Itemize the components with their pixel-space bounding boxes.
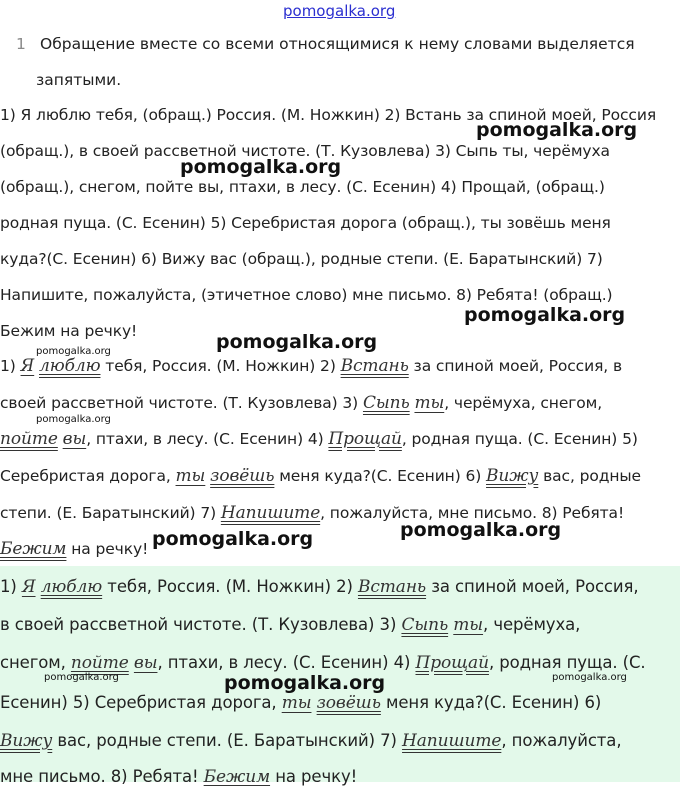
parsed-line bbox=[0, 653, 646, 673]
subject-word: ты bbox=[281, 693, 312, 713]
plain-text: 1) bbox=[0, 357, 21, 375]
parsed-line bbox=[0, 767, 357, 787]
text-line: (обращ.), в своей рассветной чистоте. (Т. Кузовлева) 3) Сыпь ты, черёмуха bbox=[0, 142, 610, 160]
plain-text: тебя, Россия. (М. Ножкин) 2) bbox=[102, 577, 358, 596]
plain-text: на речку! bbox=[66, 540, 149, 558]
parsed-line bbox=[0, 731, 621, 751]
predicate-word: Встань bbox=[357, 577, 427, 597]
predicate-word: пойте bbox=[70, 653, 129, 673]
plain-text: Серебристая дорога, bbox=[0, 467, 176, 485]
text-line: 1) Я люблю тебя, (обращ.) Россия. (М. Ножкин) 2) Встань за спиной моей, Россия bbox=[0, 106, 657, 124]
plain-text: , птахи, в лесу. (С. Есенин) 4) bbox=[157, 653, 416, 672]
predicate-word: люблю bbox=[40, 577, 103, 597]
subject-word: ты bbox=[414, 393, 445, 413]
watermark: pomogalka.org bbox=[464, 304, 626, 326]
parsed-line bbox=[0, 539, 148, 559]
plain-text: , пожалуйста, bbox=[501, 731, 622, 750]
predicate-word: Прощай bbox=[328, 429, 402, 449]
plain-text: меня куда?(С. Есенин) 6) bbox=[380, 693, 602, 712]
predicate-word: Сыпь bbox=[401, 615, 449, 635]
predicate-word: Сыпь bbox=[362, 393, 410, 413]
predicate-word: Прощай bbox=[415, 653, 489, 673]
watermark: pomogalka.org bbox=[400, 519, 562, 541]
predicate-word: Вижу bbox=[0, 731, 53, 751]
text-line: родная пуща. (С. Есенин) 5) Серебристая дорога (обращ.), ты зовёшь меня bbox=[0, 214, 611, 232]
predicate-word: Бежим bbox=[0, 539, 67, 559]
plain-text: за спиной моей, Россия, в bbox=[408, 357, 622, 375]
task-line-1: Обращение вместе со всеми относящимися к нему словами выделяется bbox=[40, 35, 635, 53]
task-number: 1 bbox=[16, 35, 26, 53]
parsed-line bbox=[0, 615, 580, 635]
plain-text: , птахи, в лесу. (С. Есенин) 4) bbox=[86, 430, 329, 448]
plain-text: тебя, Россия. (М. Ножкин) 2) bbox=[100, 357, 341, 375]
watermark: pomogalka.org bbox=[476, 119, 638, 141]
watermark: pomogalka.org bbox=[180, 156, 342, 178]
subject-word: Я bbox=[20, 356, 35, 376]
subject-word: вы bbox=[62, 429, 87, 449]
plain-text: , черёмуха, bbox=[483, 615, 581, 634]
predicate-word: Напишите bbox=[220, 503, 321, 523]
watermark: pomogalka.org bbox=[152, 528, 314, 550]
parsed-line bbox=[0, 693, 601, 713]
predicate-word: зовёшь bbox=[210, 466, 275, 486]
plain-text: , родная пуща. (С. Есенин) 5) bbox=[401, 430, 638, 448]
parsed-line bbox=[0, 393, 602, 413]
predicate-word: Напишите bbox=[402, 731, 502, 751]
plain-text: вас, родные степи. (Е. Баратынский) 7) bbox=[52, 731, 403, 750]
watermark-small: pomogalka.org bbox=[36, 414, 111, 425]
text-line: куда?(С. Есенин) 6) Вижу вас (обращ.), родные степи. (Е. Баратынский) 7) bbox=[0, 250, 603, 268]
plain-text: Есенин) 5) Серебристая дорога, bbox=[0, 693, 282, 712]
watermark-small: pomogalka.org bbox=[36, 346, 111, 357]
plain-text: , пожалуйста, мне письмо. 8) Ребята! bbox=[320, 504, 625, 522]
predicate-word: Встань bbox=[340, 356, 409, 376]
plain-text: снегом, bbox=[0, 653, 71, 672]
predicate-word: пойте bbox=[0, 429, 58, 449]
subject-word: вы bbox=[133, 653, 158, 673]
subject-word: ты bbox=[453, 615, 484, 635]
text-line: Напишите, пожалуйста, (этичетное слово) мне письмо. 8) Ребята! (обращ.) bbox=[0, 286, 613, 304]
plain-text: 1) bbox=[0, 577, 22, 596]
parsed-line bbox=[0, 429, 638, 449]
plain-text: на речку! bbox=[270, 767, 358, 786]
plain-text: в своей рассветной чистоте. (Т. Кузовлева) 3) bbox=[0, 615, 402, 634]
predicate-word: Вижу bbox=[486, 466, 539, 486]
watermark-top[interactable]: pomogalka.org bbox=[283, 2, 396, 20]
plain-text: мне письмо. 8) Ребята! bbox=[0, 767, 204, 786]
predicate-word: зовёшь bbox=[316, 693, 381, 713]
watermark-small: pomogalka.org bbox=[552, 672, 627, 683]
text-line: Бежим на речку! bbox=[0, 322, 138, 340]
parsed-line bbox=[0, 466, 641, 486]
parsed-line bbox=[0, 577, 638, 597]
plain-text: вас, родные bbox=[538, 467, 641, 485]
watermark: pomogalka.org bbox=[224, 672, 386, 694]
watermark-small: pomogalka.org bbox=[44, 672, 119, 683]
subject-word: Я bbox=[21, 577, 36, 597]
plain-text: меня куда?(С. Есенин) 6) bbox=[274, 467, 487, 485]
plain-text: , родная пуща. (С. bbox=[488, 653, 646, 672]
plain-text: степи. (Е. Баратынский) 7) bbox=[0, 504, 221, 522]
predicate-word: Бежим bbox=[203, 767, 271, 787]
plain-text: за спиной моей, Россия, bbox=[426, 577, 639, 596]
text-line: (обращ.), снегом, пойте вы, птахи, в лесу. (С. Есенин) 4) Прощай, (обращ.) bbox=[0, 178, 605, 196]
plain-text: , черёмуха, снегом, bbox=[444, 394, 603, 412]
parsed-line bbox=[0, 356, 622, 376]
predicate-word: люблю bbox=[39, 356, 101, 376]
plain-text: своей рассветной чистоте. (Т. Кузовлева) 3) bbox=[0, 394, 363, 412]
watermark: pomogalka.org bbox=[216, 331, 378, 353]
subject-word: ты bbox=[175, 466, 206, 486]
task-line-2: запятыми. bbox=[36, 71, 122, 89]
